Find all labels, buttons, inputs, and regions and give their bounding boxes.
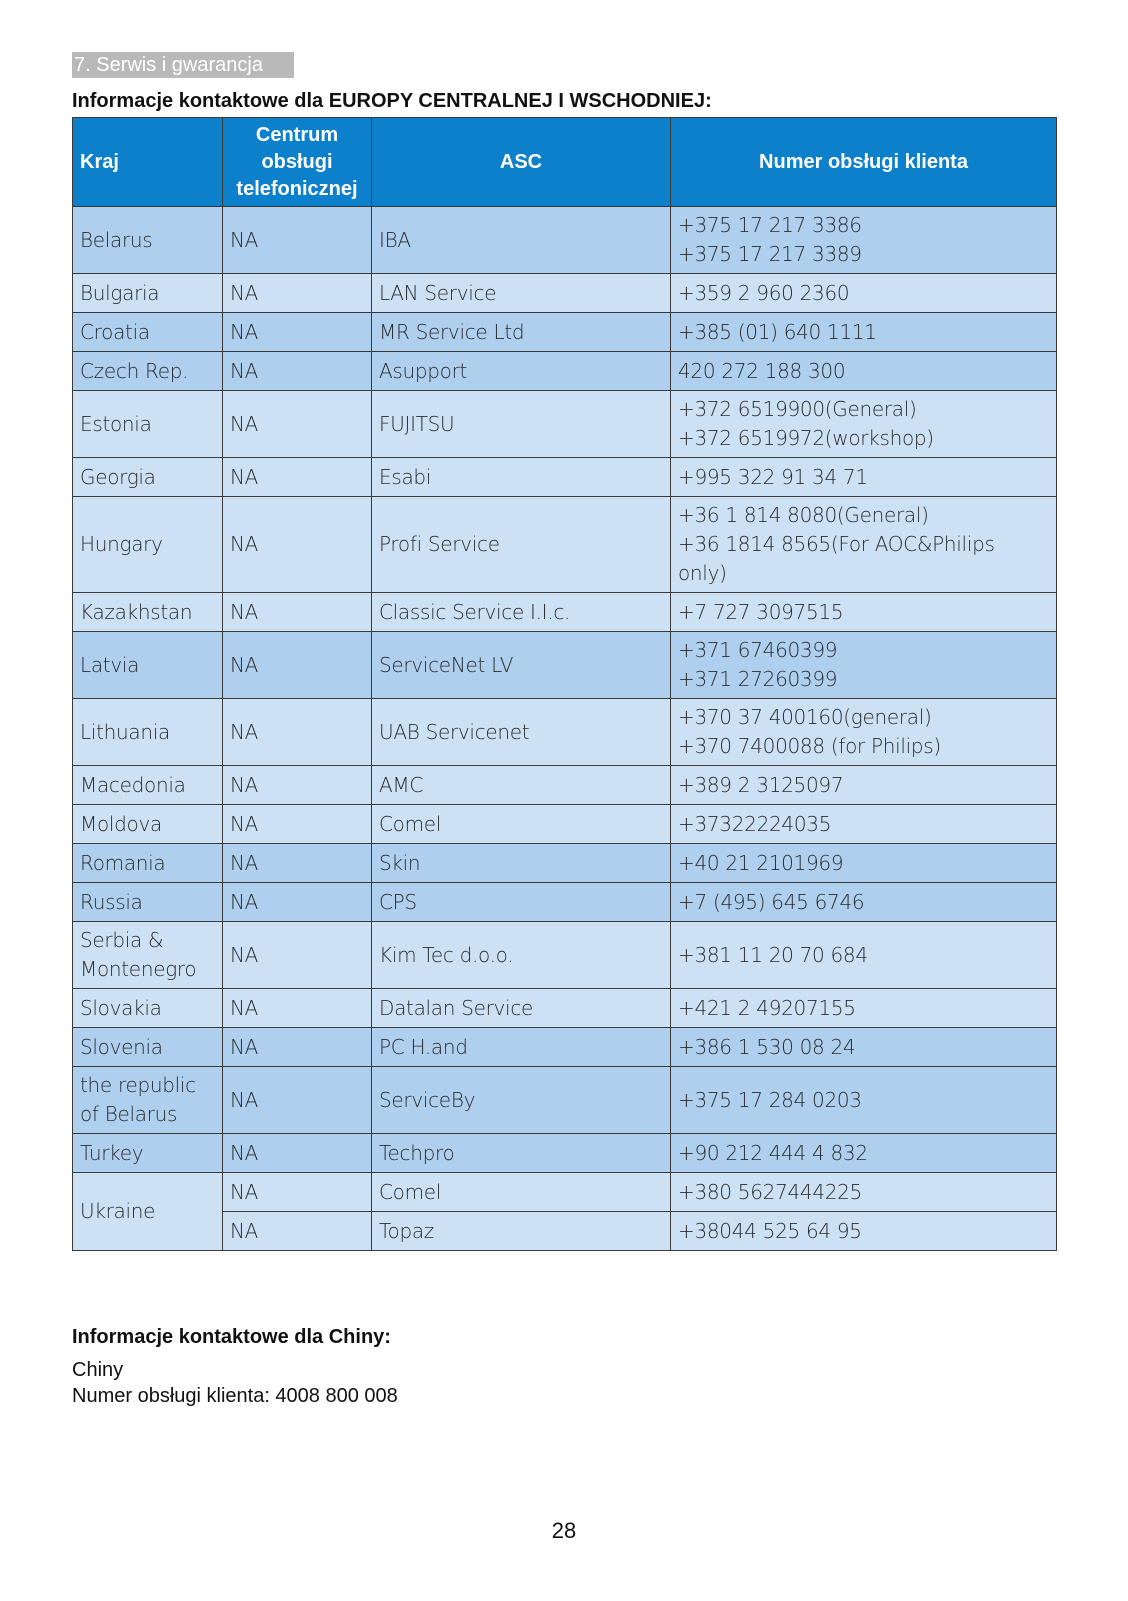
cell-phone <box>671 458 1057 497</box>
phone-line: +375 17 217 3389 <box>678 242 862 266</box>
phone-line: +7 (495) 645 6746 <box>678 889 865 914</box>
cell-asc: IBA <box>372 207 671 274</box>
cell-country: Russia <box>73 883 223 922</box>
phone-line: +90 212 444 4 832 <box>678 1140 868 1165</box>
cell-phone <box>671 1028 1057 1067</box>
phone-line: +36 1814 8565(For AOC&Philips <box>678 532 995 556</box>
phone-line: +385 (01) 640 1111 <box>678 319 877 344</box>
china-number: Numer obsługi klienta: 4008 800 008 <box>72 1385 398 1407</box>
page-number: 28 <box>551 1518 577 1543</box>
phone-line: +421 2 49207155 <box>678 995 856 1020</box>
phone-line: +359 2 960 2360 <box>678 280 850 305</box>
cell-asc: Datalan Service <box>372 989 671 1028</box>
cell-country: Slovenia <box>73 1028 223 1067</box>
table-row <box>73 497 1057 593</box>
cell-asc: Asupport <box>372 352 671 391</box>
cell-country: Turkey <box>73 1134 223 1173</box>
phone-line: only) <box>678 561 727 585</box>
cell-asc: AMC <box>372 766 671 805</box>
cell-country: Serbia & Montenegro <box>73 922 223 989</box>
table-row <box>73 883 1057 922</box>
cell-call-center: NA <box>223 1134 372 1173</box>
table-row <box>73 844 1057 883</box>
phone-line: +37322224035 <box>678 811 832 836</box>
cell-call-center: NA <box>223 1212 372 1251</box>
cell-call-center: NA <box>223 497 372 593</box>
cell-phone <box>671 805 1057 844</box>
cell-asc: ServiceNet LV <box>372 632 671 699</box>
cell-call-center: NA <box>223 391 372 458</box>
heading-china: Informacje kontaktowe dla Chiny: <box>72 1326 391 1348</box>
cell-call-center: NA <box>223 766 372 805</box>
phone-line: +370 7400088 (for Philips) <box>678 734 941 758</box>
phone-line: +370 37 400160(general) <box>678 705 932 729</box>
table-row <box>73 458 1057 497</box>
header-centrum: Centrum obsługi telefonicznej <box>223 118 372 207</box>
cell-phone <box>671 699 1057 766</box>
cell-call-center: NA <box>223 883 372 922</box>
phone-line: +389 2 3125097 <box>678 772 844 797</box>
table-row <box>73 766 1057 805</box>
cell-country: Macedonia <box>73 766 223 805</box>
table-row <box>73 922 1057 989</box>
phone-line: +7 727 3097515 <box>678 599 844 624</box>
table-row <box>73 1134 1057 1173</box>
cell-country: Estonia <box>73 391 223 458</box>
table-row <box>73 805 1057 844</box>
cell-country: Lithuania <box>73 699 223 766</box>
cell-phone <box>671 207 1057 274</box>
cell-asc: Comel <box>372 1173 671 1212</box>
cell-asc: Techpro <box>372 1134 671 1173</box>
cell-asc: Skin <box>372 844 671 883</box>
phone-line: +386 1 530 08 24 <box>678 1034 856 1059</box>
header-asc: ASC <box>372 118 671 207</box>
phone-line: +375 17 284 0203 <box>678 1087 862 1112</box>
cell-call-center: NA <box>223 632 372 699</box>
china-country: Chiny <box>72 1359 124 1381</box>
cell-call-center: NA <box>223 352 372 391</box>
table-row <box>73 632 1057 699</box>
cell-asc: MR Service Ltd <box>372 313 671 352</box>
cell-call-center: NA <box>223 1028 372 1067</box>
cell-phone <box>671 632 1057 699</box>
cell-phone <box>671 391 1057 458</box>
cell-asc: Comel <box>372 805 671 844</box>
cell-phone <box>671 1134 1057 1173</box>
cell-asc: FUJITSU <box>372 391 671 458</box>
table-row <box>73 313 1057 352</box>
cell-phone <box>671 497 1057 593</box>
cell-phone <box>671 352 1057 391</box>
cell-call-center: NA <box>223 844 372 883</box>
table-row <box>73 207 1057 274</box>
table-row <box>73 391 1057 458</box>
cell-call-center: NA <box>223 313 372 352</box>
phone-line: 420 272 188 300 <box>678 358 846 383</box>
section-tag: 7. Serwis i gwarancja <box>72 52 294 78</box>
phone-line: +38044 525 64 95 <box>678 1218 862 1243</box>
phone-line: +372 6519972(workshop) <box>678 426 934 450</box>
table-row <box>73 1173 1057 1212</box>
cell-asc: Profi Service <box>372 497 671 593</box>
cell-asc: CPS <box>372 883 671 922</box>
cell-call-center: NA <box>223 1067 372 1134</box>
cell-call-center: NA <box>223 274 372 313</box>
header-kraj: Kraj <box>73 118 223 207</box>
cell-country: Kazakhstan <box>73 593 223 632</box>
table-row <box>73 699 1057 766</box>
cell-call-center: NA <box>223 989 372 1028</box>
cell-country: Croatia <box>73 313 223 352</box>
cell-asc: UAB Servicenet <box>372 699 671 766</box>
cell-phone <box>671 1212 1057 1251</box>
cell-asc: Esabi <box>372 458 671 497</box>
cell-country: Latvia <box>73 632 223 699</box>
heading-central-europe: Informacje kontaktowe dla EUROPY CENTRALNEJ I WSCHODNIEJ: <box>72 90 712 112</box>
cell-call-center: NA <box>223 593 372 632</box>
table-row <box>73 593 1057 632</box>
cell-country: Ukraine <box>73 1173 223 1251</box>
phone-line: +36 1 814 8080(General) <box>678 503 929 527</box>
cell-call-center: NA <box>223 805 372 844</box>
phone-line: +372 6519900(General) <box>678 397 917 421</box>
cell-phone <box>671 1067 1057 1134</box>
cell-country: Romania <box>73 844 223 883</box>
contacts-table <box>72 117 1057 1251</box>
cell-call-center: NA <box>223 1173 372 1212</box>
phone-line: +995 322 91 34 71 <box>678 464 868 489</box>
cell-country: Hungary <box>73 497 223 593</box>
cell-asc: Kim Tec d.o.o. <box>372 922 671 989</box>
cell-asc: Topaz <box>372 1212 671 1251</box>
phone-line: +375 17 217 3386 <box>678 213 862 237</box>
cell-phone <box>671 883 1057 922</box>
cell-country: Bulgaria <box>73 274 223 313</box>
cell-asc: Classic Service I.I.c. <box>372 593 671 632</box>
cell-country: Georgia <box>73 458 223 497</box>
cell-call-center: NA <box>223 207 372 274</box>
cell-phone <box>671 593 1057 632</box>
header-numer: Numer obsługi klienta <box>671 118 1057 207</box>
phone-line: +371 67460399 <box>678 638 838 662</box>
phone-line: +40 21 2101969 <box>678 850 844 875</box>
cell-phone <box>671 922 1057 989</box>
cell-phone <box>671 989 1057 1028</box>
cell-call-center: NA <box>223 922 372 989</box>
cell-phone <box>671 313 1057 352</box>
cell-phone <box>671 844 1057 883</box>
cell-country: Czech Rep. <box>73 352 223 391</box>
cell-asc: ServiceBy <box>372 1067 671 1134</box>
cell-country: the republic of Belarus <box>73 1067 223 1134</box>
phone-line: +371 27260399 <box>678 667 838 691</box>
cell-country: Moldova <box>73 805 223 844</box>
cell-country: Slovakia <box>73 989 223 1028</box>
cell-asc: LAN Service <box>372 274 671 313</box>
table-row <box>73 274 1057 313</box>
table-body <box>73 207 1057 1251</box>
cell-phone <box>671 766 1057 805</box>
cell-asc: PC H.and <box>372 1028 671 1067</box>
cell-phone <box>671 274 1057 313</box>
cell-call-center: NA <box>223 699 372 766</box>
table-row <box>73 989 1057 1028</box>
cell-country: Belarus <box>73 207 223 274</box>
table-header-row <box>73 118 1057 207</box>
cell-call-center: NA <box>223 458 372 497</box>
table-row <box>73 1067 1057 1134</box>
phone-line: +381 11 20 70 684 <box>678 942 868 967</box>
table-row <box>73 1028 1057 1067</box>
cell-phone <box>671 1173 1057 1212</box>
phone-line: +380 5627444225 <box>678 1179 863 1204</box>
table-row <box>73 352 1057 391</box>
